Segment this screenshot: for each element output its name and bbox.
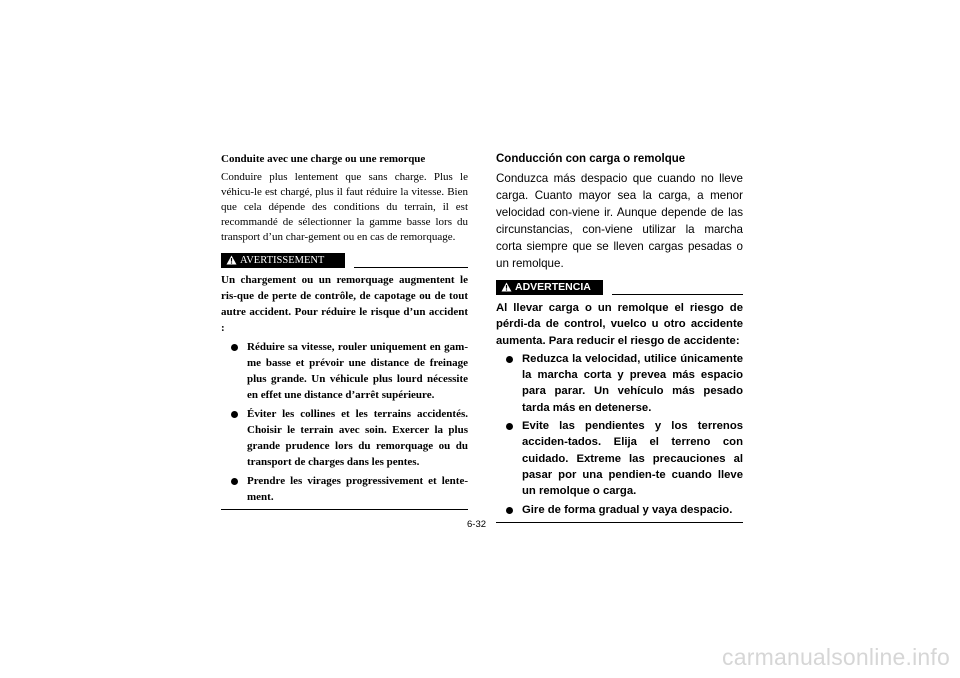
bullet-icon	[506, 507, 513, 514]
bullet-text: Éviter les collines et les terrains accidentés. Choisir le terrain avec soin. Exercer la plus grande prudence lors du remorquage ou du transport de charges dans les pentes.	[247, 408, 468, 468]
bullet-text: Reduzca la velocidad, utilice únicamente la marcha corta y prevea más espacio para parar. Un vehículo más pesado tarda más en detenerse.	[522, 352, 743, 414]
bullet-icon	[231, 344, 238, 351]
bullet-icon	[231, 411, 238, 418]
list-item	[496, 418, 743, 499]
warning-header-es	[496, 279, 743, 295]
list-item	[221, 406, 468, 470]
warning-rule-es	[612, 280, 743, 295]
bullet-list-fr	[221, 339, 468, 505]
warning-rule-fr	[354, 253, 468, 268]
body-text-fr: Conduire plus lentement que sans charge. Plus le véhicu-le est chargé, plus il faut réduire la vitesse. Bien que cela dépende des conditions du terrain, il est recommandé de sélectionner la gamme basse lors du transport d’un char-gement ou en cas de remorquage.	[221, 171, 468, 243]
bullet-text: Réduire sa vitesse, rouler uniquement en gam-me basse et prévoir une distance de freinage plus grande. Un véhicule plus lourd nécessite en effet une distance d’arrêt supérieure.	[247, 341, 468, 401]
page-number: 6-32	[467, 519, 487, 530]
list-item	[221, 339, 468, 403]
bullet-icon	[506, 356, 513, 363]
warning-end-rule-fr	[221, 509, 468, 510]
warning-label-box-fr	[221, 253, 345, 268]
warning-label-box-es	[496, 280, 603, 295]
warning-end-rule-es	[496, 522, 743, 523]
warning-text-fr: Un chargement ou un remorquage augmentent le ris-que de perte de contrôle, de capotage ou de tout autre accident. Pour réduire le risque d’un accident :	[221, 274, 468, 334]
bullet-text: Gire de forma gradual y vaya despacio.	[522, 503, 733, 516]
bullet-icon	[231, 478, 238, 485]
warning-label-fr: AVERTISSEMENT	[240, 254, 325, 266]
body-text-es: Conduzca más despacio que cuando no lleve carga. Cuanto mayor sea la carga, a menor velocidad con-viene ir. Aunque depende de las circunstancias, con-viene utilizar la marcha corta siempre que se lleven cargas pesadas o un remolque.	[496, 172, 743, 270]
warning-triangle-icon	[501, 282, 512, 292]
section-heading-fr: Conduite avec une charge ou une remorque	[221, 153, 426, 165]
bullet-list-es	[496, 351, 743, 518]
list-item	[496, 502, 743, 518]
watermark: carmanualsonline.info	[722, 644, 950, 670]
section-heading-es: Conducción con carga o remolque	[496, 153, 686, 165]
spanish-column	[496, 152, 743, 523]
french-column	[221, 152, 468, 510]
warning-header-fr	[221, 252, 468, 268]
bullet-icon	[506, 423, 513, 430]
warning-text-es: Al llevar carga o un remolque el riesgo de pérdi-da de control, vuelco u otro accidente aumenta. Para reducir el riesgo de accidente:	[496, 302, 743, 347]
list-item	[221, 473, 468, 505]
list-item	[496, 351, 743, 416]
bullet-text: Prendre les virages progressivement et lente-ment.	[247, 475, 468, 503]
bullet-text: Evite las pendientes y los terrenos acciden-tados. Elija el terreno con cuidado. Extreme las precauciones al pasar por una pendien-te cuando lleve un remolque o carga.	[522, 420, 743, 498]
warning-triangle-icon	[226, 255, 237, 265]
warning-label-es: ADVERTENCIA	[515, 280, 591, 293]
